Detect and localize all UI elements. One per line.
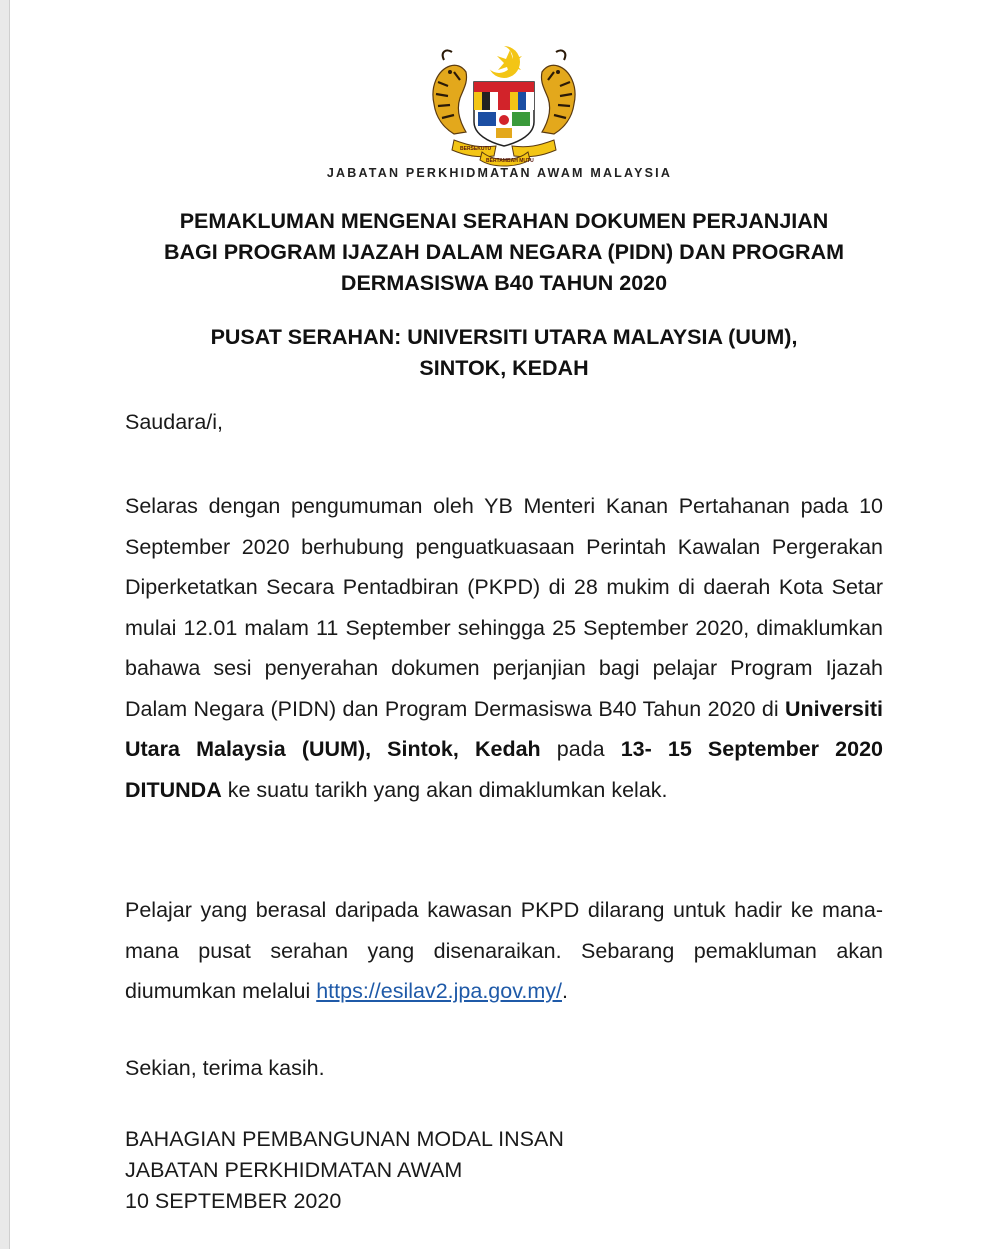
submission-center: [100, 322, 908, 384]
paragraph-2-text-1: Pelajar yang berasal daripada kawasan PKPD dilarang untuk hadir ke mana-mana pusat serahan yang disenaraikan. Sebarang pemakluman akan diumumkan melalui: [125, 898, 883, 1003]
crest-scroll-right-text: BERTAMBAH MUTU: [486, 158, 534, 164]
title-line-3: DERMASISWA B40 TAHUN 2020: [340, 271, 668, 295]
page-left-border: [9, 0, 10, 1249]
center-line-1: PUSAT SERAHAN: UNIVERSITI UTARA MALAYSIA (UUM),: [210, 325, 798, 349]
signature-line-1: BAHAGIAN PEMBANGUNAN MODAL INSAN: [125, 1127, 564, 1151]
agency-name: JABATAN PERKHIDMATAN AWAM MALAYSIA: [326, 166, 673, 180]
salutation: Saudara/i,: [125, 410, 224, 434]
paragraph-2-text-2: .: [561, 979, 568, 1003]
signature-line-2: JABATAN PERKHIDMATAN AWAM: [125, 1158, 463, 1182]
paragraph-1-text-3: ke suatu tarikh yang akan dimaklumkan kelak.: [221, 777, 668, 802]
title-line-1: PEMAKLUMAN MENGENAI SERAHAN DOKUMEN PERJANJIAN: [179, 209, 829, 233]
esila-link[interactable]: https://esilav2.jpa.gov.my/: [316, 979, 562, 1003]
crest-scroll-left-text: BERSEKUTU: [460, 146, 492, 152]
closing-text: Sekian, terima kasih.: [125, 1056, 325, 1080]
page-left-margin: [0, 0, 9, 1249]
center-line-2: SINTOK, KEDAH: [419, 356, 589, 380]
signature-block: [125, 1124, 564, 1217]
coat-of-arms: [420, 42, 588, 168]
paragraph-1-bold-date: 13- 15 September 2020 DITUNDA: [125, 737, 883, 802]
paragraph-1: [125, 486, 883, 810]
paragraph-1-text-2: pada: [540, 737, 621, 761]
title-line-2: BAGI PROGRAM IJAZAH DALAM NEGARA (PIDN) DAN PROGRAM: [163, 240, 845, 264]
paragraph-1-bold-venue: Universiti Utara Malaysia (UUM), Sintok, Kedah: [125, 696, 883, 761]
notice-title: [100, 206, 908, 299]
signature-date: 10 SEPTEMBER 2020: [125, 1189, 342, 1213]
paragraph-1-text-1: Selaras dengan pengumuman oleh YB Menteri Kanan Pertahanan pada 10 September 2020 berhubung penguatkuasaan Perintah Kawalan Pergerakan Diperketatkan Secara Pentadbiran (PKPD) di 28 mukim di daerah Kota Setar mulai 12.01 malam 11 September sehingga 25 September 2020, dimaklumkan bahawa sesi penyerahan dokumen perjanjian bagi pelajar Program Ijazah Dalam Negara (PIDN) dan Program Dermasiswa B40 Tahun 2020 di: [125, 494, 883, 721]
malaysia-coat-of-arms-icon: [420, 42, 588, 168]
paragraph-2: [125, 890, 883, 1012]
